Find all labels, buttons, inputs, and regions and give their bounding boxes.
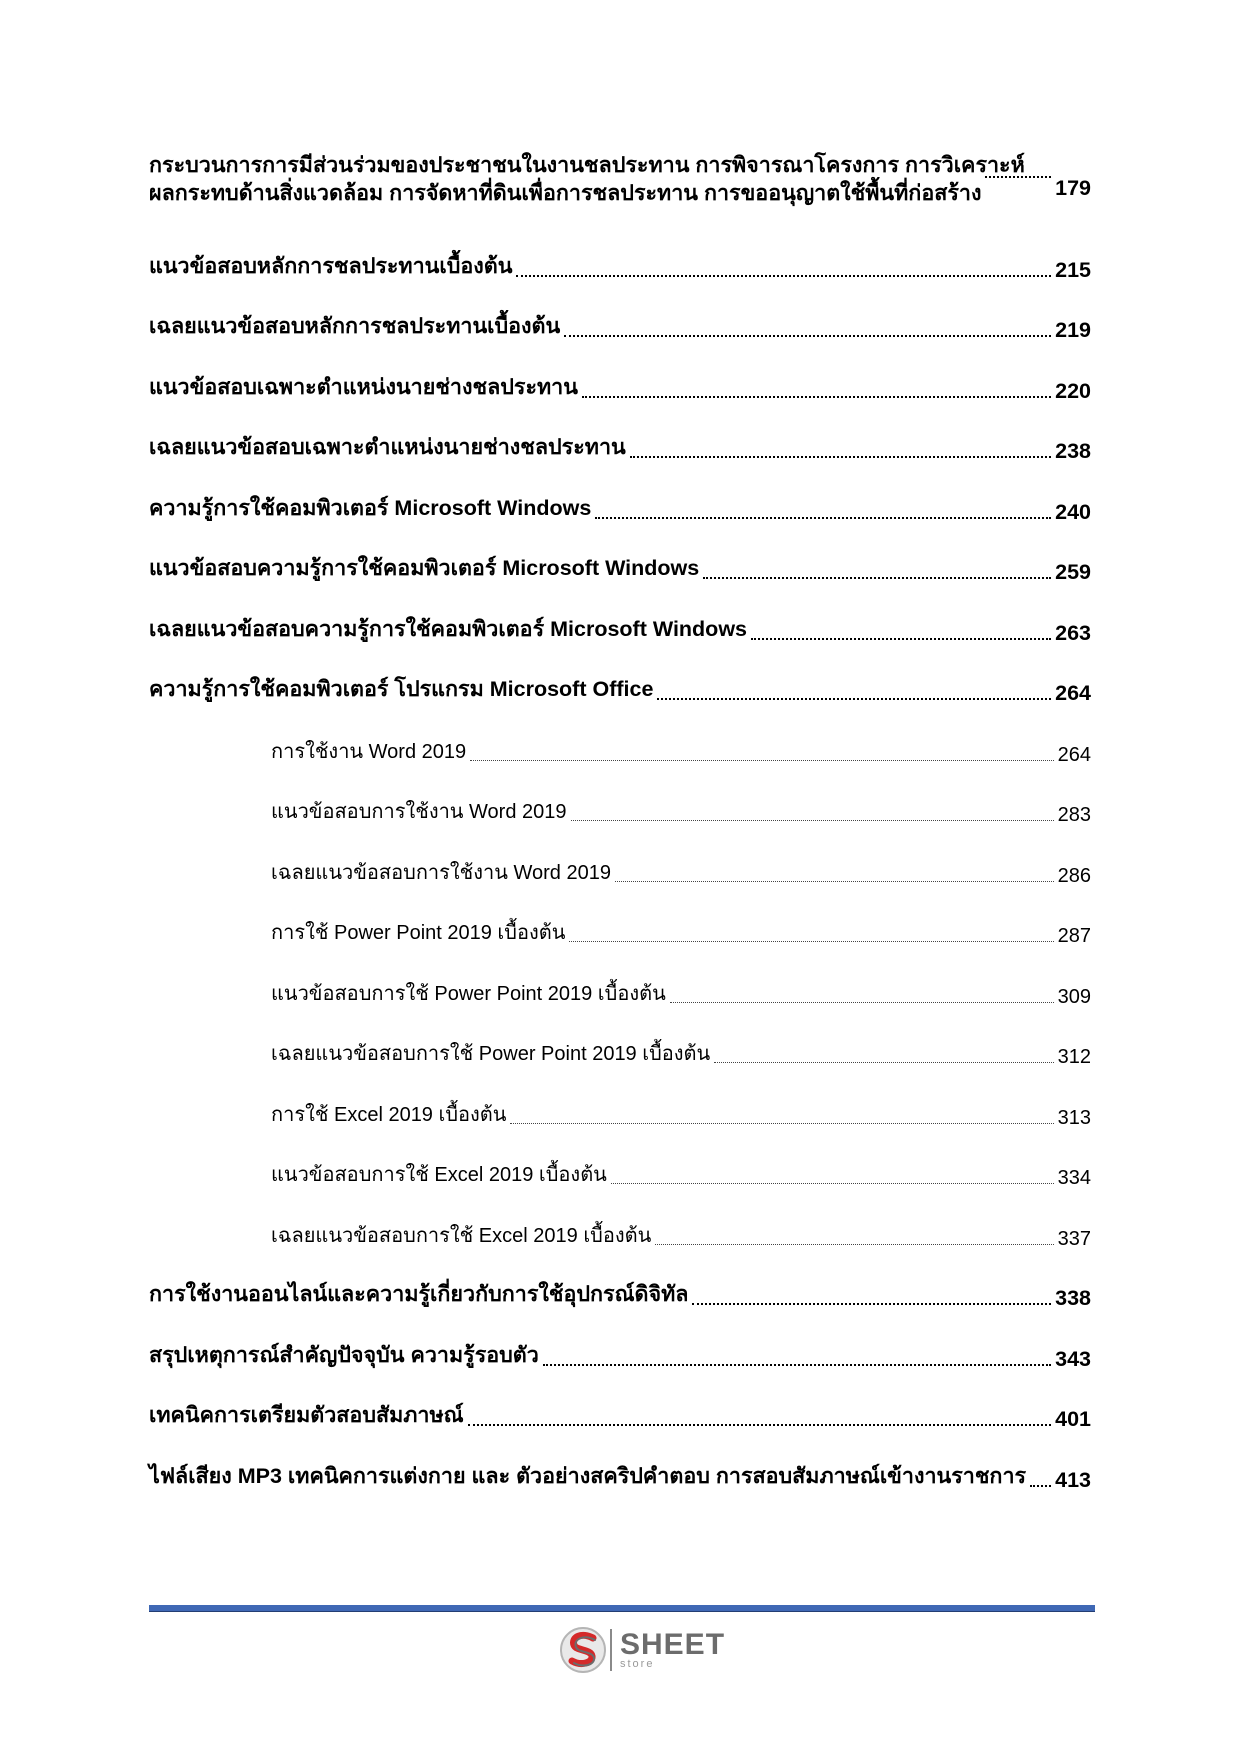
dot-leader [510, 1123, 1053, 1124]
toc-entry-page: 337 [1057, 1227, 1091, 1250]
toc-entry-page: 238 [1055, 439, 1091, 463]
toc-entry-title: แนวข้อสอบการใช้ Power Point 2019 เบื้องต้น [271, 982, 666, 1005]
toc-entry-title: เฉลยแนวข้อสอบเฉพาะตำแหน่งนายช่างชลประทาน [149, 435, 626, 459]
dot-leader [670, 1002, 1054, 1003]
toc-entry-page: 313 [1057, 1106, 1091, 1129]
toc-entry-title: ไฟล์เสียง MP3 เทคนิคการแต่งกาย และ ตัวอย่างสคริปคำตอบ การสอบสัมภาษณ์เข้างานราชการ [149, 1463, 1027, 1488]
toc-entry[interactable] [149, 525, 1091, 586]
toc-subentry[interactable] [149, 706, 1091, 767]
dot-leader [985, 176, 1051, 178]
toc-entry-page: 219 [1055, 318, 1091, 342]
logo-wordmark [620, 1630, 725, 1670]
dot-leader [657, 698, 1051, 700]
toc-entry[interactable] [149, 176, 1091, 222]
toc-subentry[interactable] [149, 1190, 1091, 1251]
toc-subentry[interactable] [149, 948, 1091, 1009]
sheet-store-logo [560, 1622, 725, 1678]
toc-entry-page: 215 [1055, 257, 1091, 282]
toc-entry-title: สรุปเหตุการณ์สำคัญปัจจุบัน ความรู้รอบตัว [149, 1342, 539, 1367]
toc-entry-title: แนวข้อสอบการใช้ Excel 2019 เบื้องต้น [271, 1164, 607, 1186]
toc-entry-page: 220 [1055, 378, 1091, 403]
toc-entry[interactable] [149, 1432, 1091, 1493]
dot-leader [582, 396, 1051, 398]
dot-leader [611, 1183, 1054, 1184]
toc-entry-page: 179 [1055, 176, 1091, 200]
toc-entry-page: 240 [1055, 499, 1091, 524]
toc-subentry[interactable] [149, 1009, 1091, 1070]
dot-leader [615, 881, 1054, 882]
toc-entry-page: 334 [1057, 1167, 1091, 1189]
toc-entry-page: 413 [1055, 1467, 1091, 1492]
toc-entry-title: การใช้งานออนไลน์และความรู้เกี่ยวกับการใช้อุปกรณ์ดิจิทัล [149, 1282, 689, 1306]
toc-entry-title: เฉลยแนวข้อสอบความรู้การใช้คอมพิวเตอร์ Microsoft Windows [149, 616, 748, 641]
dot-leader [516, 275, 1051, 277]
toc-entry-title: การใช้งาน Word 2019 [271, 740, 467, 763]
dot-leader [564, 335, 1051, 337]
dot-leader [703, 577, 1051, 579]
footer-divider [149, 1605, 1095, 1612]
toc-entry-title: การใช้ Power Point 2019 เบื้องต้น [271, 922, 566, 944]
toc-entry-page: 338 [1055, 1286, 1091, 1310]
toc-entry-page: 259 [1055, 560, 1091, 584]
toc-entry-title: เฉลยแนวข้อสอบการใช้ Power Point 2019 เบื้องต้น [271, 1043, 711, 1065]
dot-leader [470, 760, 1054, 761]
toc-entry-title: แนวข้อสอบการใช้งาน Word 2019 [271, 801, 567, 823]
toc-entry-title: เฉลยแนวข้อสอบการใช้ Excel 2019 เบื้องต้น [271, 1224, 652, 1247]
toc-entry-title: กระบวนการการมีส่วนร่วมของประชาชนในงานชลประทาน การพิจารณาโครงการ การวิเคราะห์ [149, 153, 1025, 177]
toc-entry-title: แนวข้อสอบหลักการชลประทานเบื้องต้น [149, 253, 513, 278]
toc-subentry[interactable] [149, 767, 1091, 828]
toc-subentry[interactable] [149, 827, 1091, 888]
logo-word: SHEET [620, 1628, 726, 1661]
toc-entry-page: 263 [1055, 620, 1091, 645]
logo-subword: store [620, 1658, 655, 1670]
dot-leader [714, 1062, 1053, 1063]
toc-entry[interactable] [149, 222, 1091, 283]
toc-entry-title: เฉลยแนวข้อสอบหลักการชลประทานเบื้องต้น [149, 314, 561, 338]
toc-entry[interactable] [149, 343, 1091, 404]
toc-entry-title: การใช้ Excel 2019 เบื้องต้น [271, 1103, 507, 1126]
toc-entry[interactable] [149, 1251, 1091, 1312]
toc-entry-page: 286 [1057, 864, 1091, 887]
dot-leader [569, 941, 1053, 942]
toc-subentry[interactable] [149, 1130, 1091, 1191]
dot-leader [595, 517, 1051, 519]
toc-entry[interactable] [149, 148, 1091, 176]
toc-entry-page: 343 [1055, 1346, 1091, 1371]
dot-leader [692, 1303, 1051, 1305]
dot-leader [1030, 1485, 1051, 1487]
toc-entry-title: ความรู้การใช้คอมพิวเตอร์ Microsoft Windows [149, 495, 592, 520]
toc-entry-page: 264 [1055, 681, 1091, 705]
toc-entry-page: 283 [1057, 804, 1091, 826]
toc-subentry[interactable] [149, 1069, 1091, 1130]
toc-entry-title: ผลกระทบด้านสิ่งแวดล้อม การจัดหาที่ดินเพื่อการชลประทาน การขออนุญาตใช้พื้นที่ก่อสร้าง [149, 181, 982, 205]
toc-entry[interactable] [149, 1372, 1091, 1433]
dot-leader [655, 1244, 1053, 1245]
toc-entry-page: 312 [1057, 1046, 1091, 1068]
toc-entry[interactable] [149, 404, 1091, 465]
toc-entry-page: 309 [1057, 985, 1091, 1008]
toc-entry-page: 401 [1055, 1407, 1091, 1431]
logo-separator [610, 1629, 612, 1671]
toc-entry[interactable] [149, 283, 1091, 344]
dot-leader [751, 638, 1051, 640]
dot-leader [468, 1424, 1051, 1426]
toc-entry-title: แนวข้อสอบความรู้การใช้คอมพิวเตอร์ Microsoft Windows [149, 556, 700, 580]
dot-leader [630, 456, 1051, 458]
toc-subentry[interactable] [149, 888, 1091, 949]
dot-leader [543, 1364, 1051, 1366]
toc-entry-title: เทคนิคการเตรียมตัวสอบสัมภาษณ์ [149, 1403, 464, 1427]
toc-entry[interactable] [149, 585, 1091, 646]
toc-entry-title: ความรู้การใช้คอมพิวเตอร์ โปรแกรม Microsoft Office [149, 677, 654, 701]
sheet-store-logo-mark-icon [560, 1624, 606, 1676]
toc-entry[interactable] [149, 464, 1091, 525]
toc-entry-title: แนวข้อสอบเฉพาะตำแหน่งนายช่างชลประทาน [149, 374, 578, 399]
toc-entry-page: 264 [1057, 743, 1091, 766]
toc-entry[interactable] [149, 646, 1091, 707]
toc-entry[interactable] [149, 1311, 1091, 1372]
dot-leader [571, 820, 1054, 821]
toc-entry-title: เฉลยแนวข้อสอบการใช้งาน Word 2019 [271, 861, 611, 884]
table-of-contents [149, 148, 1091, 1493]
toc-entry-page: 287 [1057, 925, 1091, 947]
